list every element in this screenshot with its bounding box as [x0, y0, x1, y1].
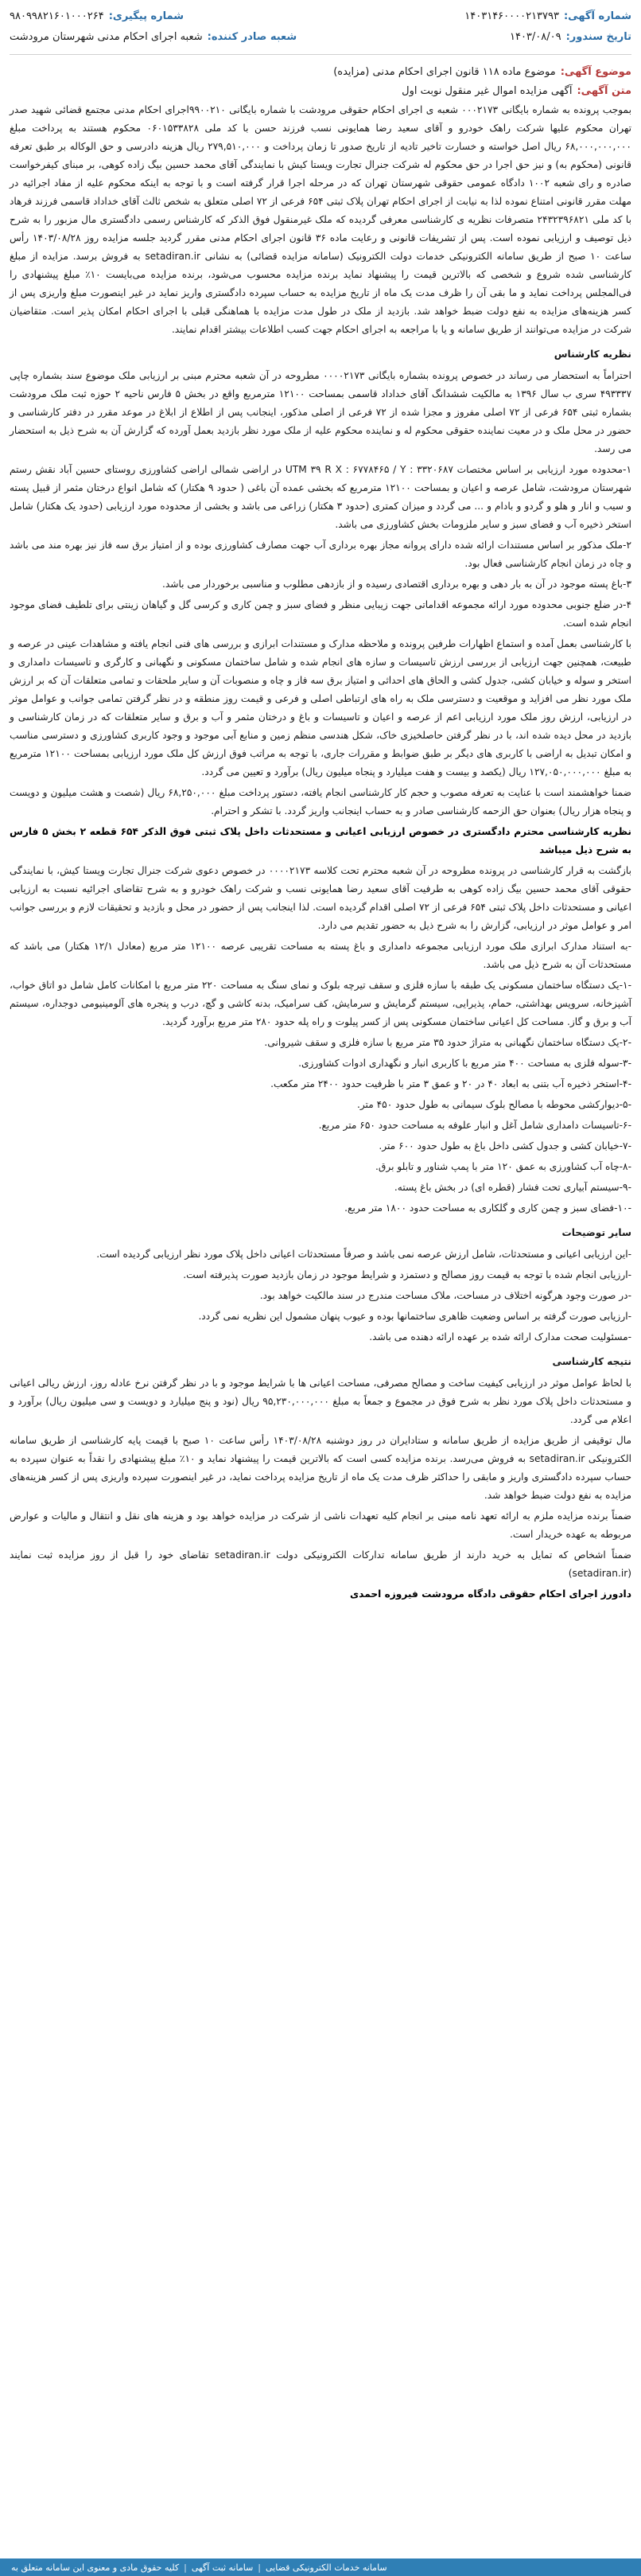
notice-subject — [10, 63, 631, 82]
paragraph-item-2: ۲-ملک مذکور بر اساس مستندات ارائه شده دارای پروانه مجاز بهره برداری آب جهت مصارف کشاورزی بوده و از امتیاز برق سه فاز نیز بهره مند می باشد و چاه در زمان انجام کارشناسی فعال بود. — [10, 540, 631, 569]
section-expert-opinion: نظریه کارشناس — [554, 349, 631, 360]
paragraph-fee: ضمنا خواهشمند است با عنایت به تعرفه مصوب و حجم کار کارشناسی انجام یافته، دستور پرداخت مبلغ ۶۸,۲۵۰,۰۰۰ ریال (شصت و هشت میلیون و دویست و پنجاه هزار ریال) بعنوان حق الزحمه کارشناسی صادر و به حساب اینجانب واریز گردد. با تشکر و احترام. — [10, 787, 632, 816]
paragraph-annex-intro: بازگشت به قرار کارشناسی در پرونده مطروحه در آن شعبه محترم تحت کلاسه ۰۰۰۰۲۱۷۳ در خصوص دعوی شرکت جنرال تجارت ویستا کیش، با نمایندگی حقوقی آقای محمد حسین بیگ زاده کوهی به طرفیت آقای سعید رضا همایونی نسب و شرکت راهک خودرو و به شرح تقاضای اجرائیه نسبت به ارزیابی اعیانی و مستحدثات داخل پلاک ثبتی ۶۵۴ فرعی از ۷۲ اصلی اقدام گردیده است. لذا اینجانب پس از حضور در محل و بازدید و تحقیقات لازم و بررسی جوانب امر و عوامل موثر در ارزیابی، گزارش را به شرح ذیل به حضور تقدیم می دارد. — [10, 865, 632, 931]
paragraph-item-4: ۴-در ضلع جنوبی محدوده مورد ارائه مجموعه اقداماتی جهت زیبایی منظر و فضای سبز و چمن کاری و کرسی گل و گیاهان زینتی برای تلطیف فضای موجود انجام شده است. — [10, 599, 631, 629]
notice-body — [10, 101, 631, 1604]
list-item: -۴-استخر ذخیره آب بتنی به ابعاد ۴۰ در ۲۰ و عمق ۳ متر با ظرفیت حدود ۲۴۰۰ متر مکعب. — [270, 1078, 631, 1089]
footer-separator: | — [258, 2562, 262, 2573]
paragraph-valuation: با کارشناسی بعمل آمده و استماع اظهارات طرفین پرونده و ملاحظه مدارک و مستندات ابرازی و بررسی های فنی انجام یافته و مشاهدات عینی در عرصه و طبیعت، همچنین جهت ارزیابی از بررسی ارزش تاسیسات و سازه های انجام شده و شامل ساختمان مسکونی و نگهبانی و کارگری و تاسیسات دامداری و استخر و سوله و خیابان کشی، جدول کشی و الحاق های احداثی و امتیاز برق سه فاز و چاه و منصوبات آن و سایر ملحقات و تمامی متعلقات آن که بر ارزش ملک مورد نظر می افزاید و موقعیت و دسترسی ملک به راه های ارتباطی اصلی و فرعی و قیمت روز منطقه و در نظر گرفتن تمامی جوانب و عوامل موثر در ارزیابی، ارزش روز ملک مورد ارزیابی اعم از عرصه و اعیان و تاسیسات و باغ و درختان مثمر و آب و برق و سایر متعلقات که در زمان کارشناسی و بازدید در محل دیده شده اند، با در نظر گرفتن حاصلخیزی خاک، شکل هندسی منظم زمین و منابع آبی موجود و وجود کاربری کشاورزی و دسترسی مناسب و امکان تبدیل به اراضی با کاربری های دیگر بر طبق ضوابط و مقررات جاری، با توجه به مراتب فوق ارزش کل ملک مورد ارزیابی بمساحت ۱۲۱۰۰ مترمربع به مبلغ ۱۲۷,۰۵۰,۰۰۰,۰۰۰ ریال (یکصد و بیست و هفت میلیارد و پنجاه میلیون ریال) برآورد و تعیین می گردد. — [10, 638, 631, 777]
issuing-branch-value: شعبه اجرای احکام مدنی شهرستان مرودشت — [10, 31, 203, 43]
tracking-number-label: شماره پیگیری: — [108, 10, 185, 22]
note-item: -این ارزیابی اعیانی و مستحدثات، شامل ارزش عرصه نمی باشد و صرفاً مستحدثات اعیانی داخل پلاک مورد نظر ارزیابی گردیده است. — [96, 1249, 631, 1260]
header-row-2 — [10, 27, 631, 48]
list-item: -۷-خیابان کشی و جدول کشی داخل باغ به طول حدود ۶۰۰ متر. — [379, 1140, 631, 1152]
notice-number — [464, 6, 631, 27]
paragraph-opinion: احتراماً به استحضار می رساند در خصوص پرونده بشماره بایگانی ۰۰۰۰۲۱۷۳ مطروحه در آن شعبه محترم مبنی بر ارزیابی ملک موضوع سند بشماره چاپی ۴۹۳۳۳۷ سری ب سال ۱۳۹۶ به مالکیت ششدانگ آقای خداداد قاسمی بمساحت ۱۲۱۰۰ مترمربع واقع در بخش ۵ فارس ناحیه ۲ حوزه ثبت ملک مرودشت بشماره ثبتی ۶۵۴ فرعی از ۷۲ اصلی مفروز و مجزا شده از ۷۲ فرعی از اصلی مذکور، اینجانب پس از اطلاع از ابلاغ در موعد مقرر در دفتر کارشناسی و حضور در محل ملک و در معیت نماینده حقوقی محکوم له و نماینده محکوم علیه از ملک مورد نظر بازدید بعمل آورده که گزارش آن به شرح ذیل به استحضار می رسد. — [10, 370, 631, 454]
issue-date-value: ۱۴۰۳/۰۸/۰۹ — [509, 31, 561, 43]
note-item: -مسئولیت صحت مدارک ارائه شده بر عهده ارائه دهنده می باشد. — [369, 1331, 631, 1343]
notice-number-value: ۱۴۰۳۱۴۶۰۰۰۰۲۱۳۷۹۳ — [464, 10, 559, 22]
paragraph-annex-title: نظریه کارشناسی محترم دادگستری در خصوص ارزیابی اعیانی و مستحدثات داخل پلاک ثبتی فوق الذکر ۶۵۴ قطعه ۲ بخش ۵ فارس به شرح ذیل میباشد — [10, 826, 632, 855]
note-item: -در صورت وجود هرگونه اختلاف در مساحت، ملاک مساحت مندرج در سند مالکیت خواهد بود. — [259, 1290, 631, 1301]
paragraph-area: -به استناد مدارک ابرازی ملک مورد ارزیابی مجموعه دامداری و باغ پسته به مساحت تقریبی عرصه ۱۲۱۰۰ متر مربع (معادل ۱۲/۱ هکتار) می باشد که مستحدثات آن به شرح ذیل می باشد. — [10, 941, 631, 970]
tracking-number-value: ۹۸۰۹۹۸۲۱۶۰۱۰۰۰۲۶۴ — [10, 10, 104, 22]
paragraph-auction-terms: مال توقیفی از طریق مزایده از طریق سامانه و ستادایران در روز دوشنبه ۱۴۰۳/۰۸/۲۸ رأس ساعت ۱۰ صبح با قیمت پایه کارشناسی از طریق سامانه الکترونیکی setadiran.ir به فروش می‌رسد. برنده مزایده کسی است که بالاترین قیمت را پیشنهاد نماید و ۱۰٪ مبلغ پیشنهادی را نقداً به عنوان سپرده به حساب سپرده دادگستری واریز و مابقی را حداکثر ظرف مدت یک ماه از تاریخ مزایده پرداخت نماید، در غیر اینصورت سپرده واریزی پس از کسر هزینه‌های مزایده به نفع دولت ضبط خواهد شد. — [10, 1435, 632, 1501]
note-item: -ارزیابی صورت گرفته بر اساس وضعیت ظاهری ساختمانها بوده و عیوب پنهان مشمول این نظریه نمی گردد. — [198, 1311, 631, 1322]
paragraph-intro: بموجب پرونده به شماره بایگانی ۰۰۰۲۱۷۳ شعبه ی اجرای احکام حقوقی مرودشت با شماره بایگانی ۹۹۰۰۲۱۰اجرای احکام مدنی مجتمع قضائی شهید صدر تهران محکوم علیها شرکت راهک خودرو و آقای سعید رضا همایونی نسب فرزند حسن با کد ملی ۰۶۰۱۵۳۳۸۲۸ محکوم هستند به پرداخت مبلغ ۶۸,۰۰۰,۰۰۰,۰۰۰ ریال اصل خواسته و خسارت تاخیر تادیه از تاریخ صدور تا زمان پرداخت و ۲۷۹,۵۱۰,۰۰۰ ریال هزینه دادرسی و حق الوکاله بر طبق تعرفه قانونی (محکوم به) و نیز حق اجرا در حق محکوم له شرکت جنرال تجارت ویستا کیش با نمایندگی آقای محمد حسین بیگ زاده کوهی، بر مبنای کیفرخواست صادره و رای شعبه ۱۰۰۲ دادگاه عمومی حقوقی شهرستان تهران که در مرحله اجرا قرار گرفته است و با توجه به اینکه محکوم علیه از مفاد اجرائیه در مهلت مقرر قانونی امتناع نموده لذا به نیابت از اجرای احکام تهران پلاک ثبتی ۶۵۴ فرعی از ۷۲ اصلی متعلق به شخص ثالث آقای خداداد قاسمی فرزند فرهاد با کد ملی ۲۴۳۲۳۹۶۸۲۱ متصرفات نظریه ی کارشناسی معرفی گردیده که ملک غیرمنقول فوق الذکر که کارشناس رسمی دادگستری مال مزبور را به شرح ذیل توصیف و ارزیابی نموده است. پس از تشریفات قانونی و رعایت ماده ۳۶ قانون اجرای احکام مدنی مقرر گردید جلسه مزایده روز ۱۴۰۳/۰۸/۲۸ رأس ساعت ۱۰ صبح از طریق سامانه الکترونیکی خدمات دولت الکترونیک (سامانه مزایده قضائی) به نشانی setadiran.ir به فروش برسد. مزایده از مبلغ کارشناسی شده شروع و شخصی که بالاترین قیمت را پیشنهاد نماید برنده مزایده محسوب می‌شود، برنده مزایده می‌بایست ۱۰٪ مبلغ پیشنهادی را فی‌المجلس پرداخت نماید و ما بقی آن را ظرف مدت یک ماه از تاریخ مزایده به حساب سپرده دادگستری واریز نماید در غیر اینصورت مبلغ واریزی پس از کسر هزینه‌های مزایده به نفع دولت ضبط خواهد شد. بازدید از ملک در طول مدت مزایده با هماهنگی قبلی با اجرای احکام امکان پذیر است. متقاضیان شرکت در مزایده می‌توانند از طریق سامانه و یا با مراجعه به اجرای احکام جهت کسب اطلاعات بیشتر اقدام نمایند. — [10, 104, 632, 335]
notice-subject-label: موضوع آگهی: — [560, 66, 631, 78]
notice-header — [10, 6, 631, 55]
list-item: -۸-چاه آب کشاورزی به عمق ۱۲۰ متر با پمپ شناور و تابلو برق. — [375, 1161, 631, 1172]
footer-separator: | — [184, 2562, 187, 2573]
note-item: -ارزیابی انجام شده با توجه به قیمت روز مصالح و دستمزد و شرایط موجود در زمان بازدید صورت پذیرفته است. — [183, 1269, 631, 1280]
tracking-number — [10, 6, 184, 27]
section-result: نتیجه کارشناسی — [552, 1356, 631, 1367]
paragraph-registration: ضمناً اشخاص که تمایل به خرید دارند از طریق سامانه تدارکات الکترونیکی دولت setadiran.ir تقاضای خود را قبل از روز مزایده ثبت نمایند (setadiran.ir) — [10, 1549, 631, 1579]
list-item: -۱-یک دستگاه ساختمان مسکونی یک طبقه با سازه فلزی و سقف تیرچه بلوک و نمای سنگ به مساحت ۲۲۰ متر مربع با امکانات کامل شامل دو اتاق خواب، آشپزخانه، سرویس بهداشتی، حمام، پذیرایی، سیستم گرمایش و سرمایش، کف سرامیک، بدنه کاشی و گچ، درب و پنجره های آلومینیومی دوجداره، سیستم آب و برق و گاز. مساحت کل اعیانی ساختمان مسکونی پس از کسر پیلوت و راه پله حدود ۲۸۰ متر مربع برآورد گردید. — [10, 980, 631, 1027]
paragraph-winner-terms: ضمناً برنده مزایده ملزم به ارائه تعهد نامه مبنی بر انجام کلیه تعهدات ناشی از شرکت در مزایده خواهد بود و هزینه های نقل و انتقال و مالیات و عوارض مربوطه به عهده خریدار است. — [10, 1510, 631, 1540]
paragraph-item-3: ۳-باغ پسته موجود در آن به بار دهی و بهره برداری اقتصادی رسیده و از بازدهی مطلوب و مناسبی برخوردار می باشد. — [161, 579, 631, 590]
signature: دادورز اجرای احکام حقوقی دادگاه مرودشت فیروزه احمدی — [349, 1588, 631, 1600]
list-item: -۹-سیستم آبیاری تحت فشار (قطره ای) در بخش باغ پسته. — [394, 1182, 631, 1193]
list-item: -۳-سوله فلزی به مساحت ۴۰۰ متر مربع با کاربری انبار و نگهداری ادوات کشاورزی. — [298, 1058, 631, 1069]
notice-text-title — [10, 82, 631, 101]
footer-link-notice-system[interactable]: سامانه ثبت آگهی — [191, 2562, 254, 2573]
header-row-1 — [10, 6, 631, 27]
paragraph-item-1: ۱-محدوده مورد ارزیابی بر اساس مختصات UTM ۳۹ R X : ۶۷۷۸۴۶۵ / Y : ۳۳۲۰۶۸۷ در اراضی شمالی اراضی کشاورزی روستای حسین آباد نقش رستم شهرستان مرودشت، شامل عرصه و اعیان و بمساحت ۱۲۱۰۰ مترمربع که بخشی عمده آن باغی ( حدود ۹ هکتار) که شامل انواع درختان مثمر از قبیل پسته و سیب و انار و هلو و گردو و بادام و ... می گردد و میزان کمتری (حدود ۳ هکتار) زراعی می باشد و بخشی از محدوده مورد ارزیابی (حدود یک هکتار) شامل استخر ذخیره آب و فضای سبز و سایر ملزومات بخش کشاورزی می باشد. — [10, 464, 631, 530]
notice-subject-value: موضوع ماده ۱۱۸ قانون اجرای احکام مدنی (مزایده) — [333, 66, 556, 78]
list-item: -۲-یک دستگاه ساختمان نگهبانی به متراژ حدود ۳۵ متر مربع با سازه فلزی و سقف شیروانی. — [264, 1037, 631, 1048]
section-other-notes: سایر توضیحات — [561, 1227, 631, 1238]
footer-link-judicial-services[interactable]: سامانه خدمات الکترونیکی قضایی — [266, 2562, 387, 2573]
list-item: -۱۰-فضای سبز و چمن کاری و گلکاری به مساحت حدود ۱۸۰۰ متر مربع. — [344, 1202, 631, 1214]
notice-text-label: متن آگهی: — [577, 85, 631, 97]
footer-copyright: کلیه حقوق مادی و معنوی این سامانه متعلق به — [11, 2562, 180, 2573]
issuing-branch — [10, 27, 297, 48]
notice-text-value: آگهی مزایده اموال غیر منقول نوبت اول — [402, 85, 573, 97]
list-item: -۵-دیوارکشی محوطه با مصالح بلوک سیمانی به طول حدود ۴۵۰ متر. — [356, 1099, 631, 1110]
site-footer — [0, 2558, 641, 2576]
notice-number-label: شماره آگهی: — [563, 10, 631, 22]
paragraph-result: با لحاظ عوامل موثر در ارزیابی کیفیت ساخت و مصالح مصرفی، مساحت اعیانی ها با شرایط موجود و با در نظر گرفتن نرخ عادله روز، ارزش ریالی اعیانی و مستحدثات داخل پلاک مورد نظر به شرح فوق در مجموع و جمعاً به مبلغ ۹۵,۲۳۰,۰۰۰,۰۰۰ ریال (نود و پنج میلیارد و دویست و سی میلیون ریال) برآورد و اعلام می گردد. — [10, 1378, 631, 1425]
issuing-branch-label: شعبه صادر کننده: — [207, 31, 297, 43]
issue-date-label: تاریخ سندور: — [565, 31, 631, 43]
list-item: -۶-تاسیسات دامداری شامل آغل و انبار علوفه به مساحت حدود ۶۵۰ متر مربع. — [318, 1120, 631, 1131]
issue-date — [510, 27, 631, 48]
